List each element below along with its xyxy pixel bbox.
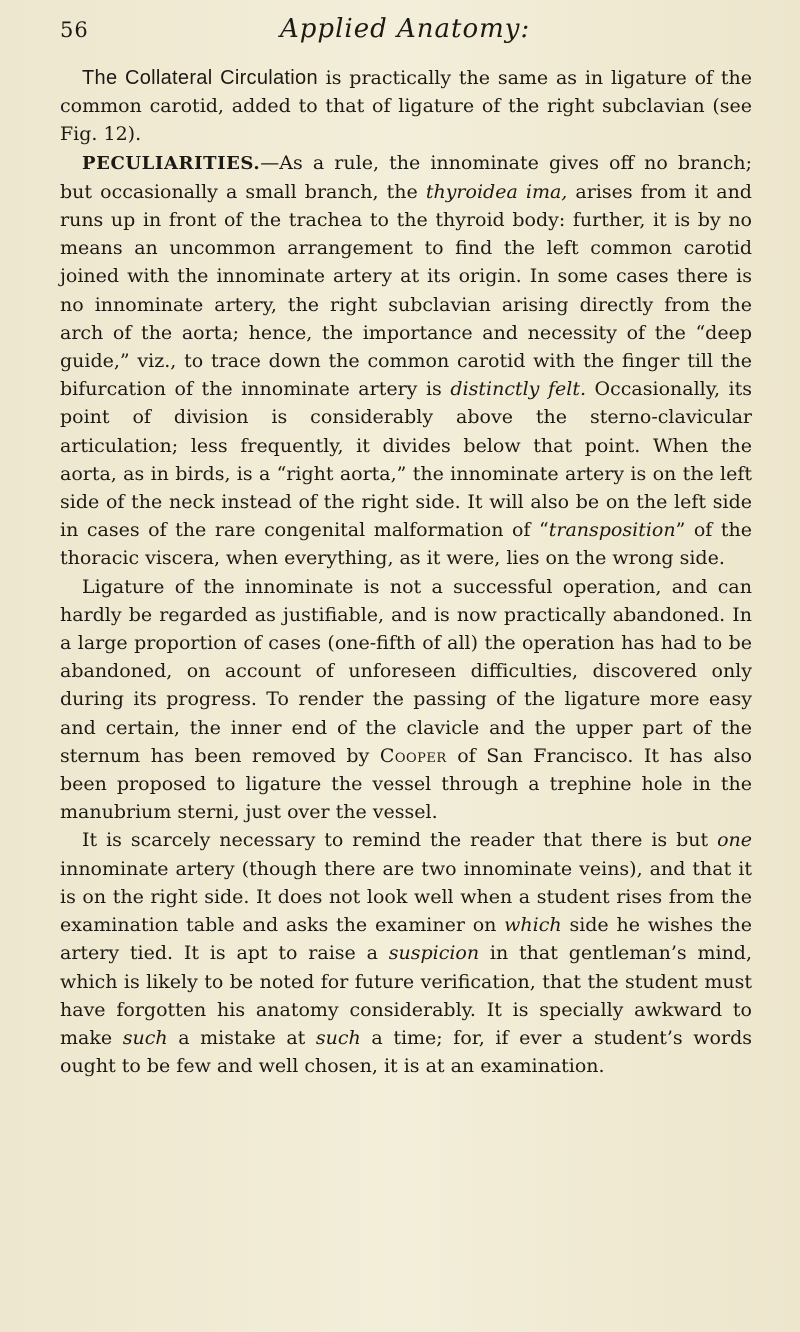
text-run: in that gentleman’s mind, which is likely to be noted for future verification, that the student must have forgotten his anatomy considerably. It is specially awkward to make <box>60 942 753 1049</box>
italic-term: which <box>504 914 562 937</box>
text-run: Ligature of the innominate is not a successful operation, and can hardly be regarded as justifiable, and is now practically abandoned. In a large proportion of cases (one-fifth of all) the operation has had to be abandoned, on account of unforeseen difficulties, discovered only during its progress. To render the passing of the ligature more easy and certain, the inner end of the clavicle and the upper part of the sternum has been removed by <box>60 575 752 767</box>
running-title: Applied Anatomy: <box>280 14 531 44</box>
body-text <box>60 64 752 1080</box>
italic-term: such <box>122 1026 168 1049</box>
page-number: 56 <box>60 18 89 42</box>
text-run: a mistake at <box>167 1026 316 1049</box>
text-run: innominate artery (though there are two innominate veins), and that it is on the right side. It does not look well when a student rises from the examination table and asks the examiner on <box>60 857 752 937</box>
paragraph-examination-note <box>60 826 752 1080</box>
text-run: Occasionally, its point of division is considerably above the sterno-clavicular articulation; less frequently, it divides below that point. When the aorta, as in birds, is a “right aorta,” the innominate artery is on the left side of the neck instead of the right side. It will also be on the left side in cases of the rare congenital malformation of “ <box>60 378 753 542</box>
paragraph-peculiarities <box>60 149 752 573</box>
author-name: Cooper <box>379 744 447 767</box>
paragraph-collateral-circulation <box>60 64 752 149</box>
section-heading: The Collateral Circulation <box>82 67 318 89</box>
text-run: —As a rule, the innominate gives off no branch; but occasionally a small branch, the <box>60 151 752 203</box>
text-run: of San Francisco. It has also been proposed to ligature the vessel through a trephine hole in the manubrium sterni, just over the vessel. <box>60 744 752 824</box>
italic-term: distinctly felt. <box>450 378 586 401</box>
italic-term: one <box>717 829 752 852</box>
text-run: a time; for, if ever a student’s words ought to be few and well chosen, it is at an examination. <box>60 1026 752 1078</box>
text-run: is practically the same as in ligature of the common carotid, added to that of ligature of the right subclavian (see Fig. 12). <box>60 67 752 146</box>
italic-term: thyroidea ima, <box>425 180 568 203</box>
paragraph-ligature <box>60 573 752 827</box>
italic-term: transposition <box>548 519 676 542</box>
italic-term: suspicion <box>388 942 480 965</box>
text-run: arises from it and runs up in front of the trachea to the thyroid body: further, it is by no means an uncommon arrangement to find the left common carotid joined with the innominate artery at its origin. In some cases there is no innominate artery, the right subclavian arising directly from the arch of the aorta; hence, the importance and necessity of the “deep guide,” viz., to trace down the common carotid with the finger till the bifurcation of the innominate artery is <box>60 180 752 401</box>
running-head <box>60 10 740 46</box>
text-run: ” of the thoracic viscera, when everything, as it were, lies on the wrong side. <box>60 519 752 570</box>
text-run: It is scarcely necessary to remind the reader that there is but <box>82 829 718 852</box>
text-run: side he wishes the artery tied. It is apt to raise a <box>60 914 752 965</box>
italic-term: such <box>315 1026 361 1049</box>
section-heading: PECULIARITIES. <box>82 152 261 174</box>
